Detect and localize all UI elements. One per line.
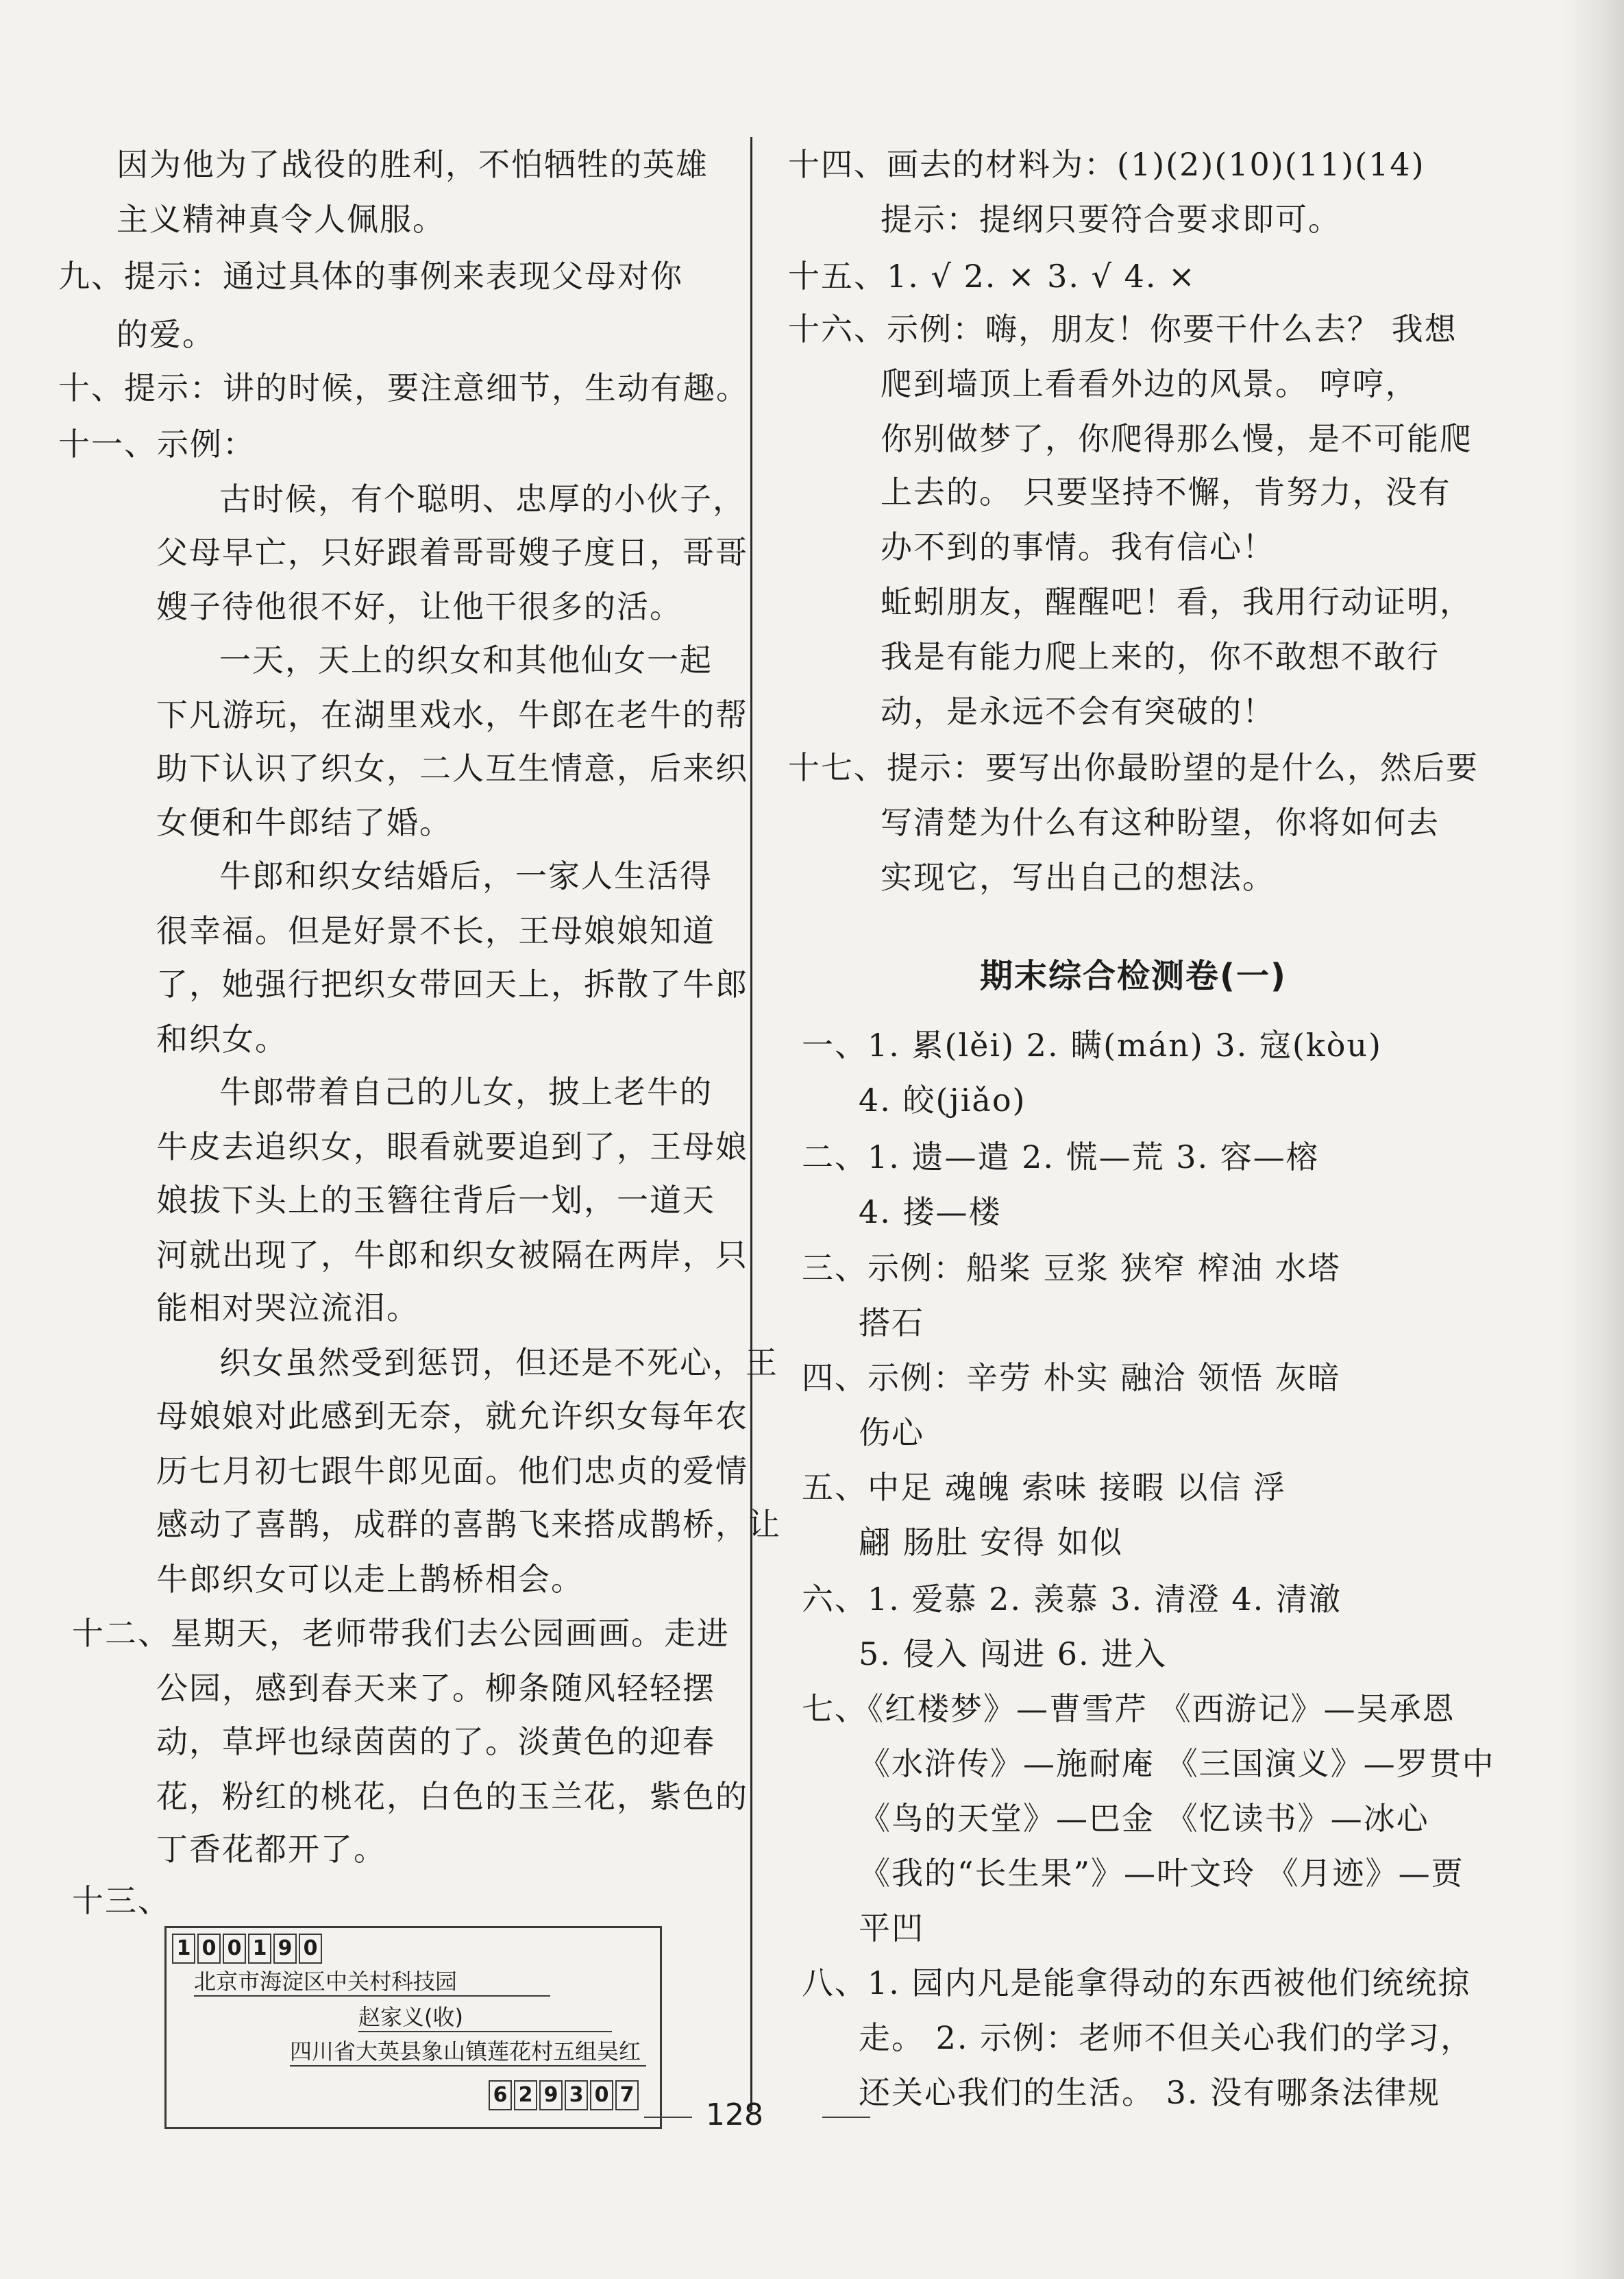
postcode-from <box>489 2080 641 2110</box>
text-line: 《我的“长生果”》—叶文玲 《月迹》—贾 <box>859 1855 1464 1892</box>
text-line: 河就出现了，牛郎和织女被隔在两岸，只 <box>156 1236 748 1273</box>
text-line: 母娘娘对此感到无奈，就允许织女每年农 <box>156 1398 748 1435</box>
text-line: 八、1. 园内凡是能拿得动的东西被他们统统掠 <box>802 1964 1471 2001</box>
text-line: 搭石 <box>859 1304 924 1341</box>
text-line: 平凹 <box>859 1910 924 1947</box>
postcode-digit: 9 <box>539 2080 563 2110</box>
recipient-name: 赵家义(收) <box>358 2003 612 2032</box>
text-line: 主义精神真令人佩服。 <box>116 201 445 238</box>
sender-address: 四川省大英县象山镇莲花村五组吴红 <box>290 2038 646 2067</box>
text-line: 5. 侵入 闯进 6. 进入 <box>859 1635 1168 1672</box>
text-line: 十四、画去的材料为：(1)(2)(10)(11)(14) <box>788 146 1425 183</box>
text-line: 十三、 <box>72 1882 171 1919</box>
postcode-digit: 6 <box>489 2080 512 2110</box>
text-line: 蚯蚓朋友，醒醒吧！看，我用行动证明， <box>881 583 1473 620</box>
text-line: 走。 2. 示例：老师不但关心我们的学习， <box>859 2019 1474 2056</box>
postcode-digit: 3 <box>565 2080 588 2110</box>
text-line: 因为他为了战役的胜利，不怕牺牲的英雄 <box>116 146 709 183</box>
text-line: 十、提示：讲的时候，要注意细节，生动有趣。 <box>58 369 749 406</box>
page-number-dash-left <box>644 2117 692 2118</box>
text-line: 嫂子待他很不好，让他干很多的活。 <box>156 588 682 625</box>
text-line: 三、示例：船桨 豆浆 狭窄 榨油 水塔 <box>802 1250 1341 1287</box>
page-number: 128 <box>706 2097 763 2132</box>
text-line: 爬到墙顶上看看外边的风景。 哼哼， <box>881 365 1418 402</box>
text-line: 十二、星期天，老师带我们去公园画画。走进 <box>72 1615 730 1652</box>
text-line: 公园，感到春天来了。柳条随风轻轻摆 <box>156 1670 715 1707</box>
text-line: 提示：提纲只要符合要求即可。 <box>881 201 1341 238</box>
postcode-to <box>172 1934 324 1964</box>
text-line: 一、1. 累(lěi) 2. 瞒(mán) 3. 寇(kòu) <box>802 1027 1382 1064</box>
text-line: 和织女。 <box>156 1021 288 1058</box>
text-line: 动，是永远不会有突破的！ <box>881 693 1275 730</box>
postcode-digit: 0 <box>223 1934 246 1964</box>
text-line: 织女虽然受到惩罚，但还是不死心，王 <box>219 1344 778 1381</box>
text-line: 《鸟的天堂》—巴金 《忆读书》—冰心 <box>859 1800 1429 1837</box>
text-line: 还关心我们的生活。 3. 没有哪条法律规 <box>859 2074 1441 2111</box>
text-line: 一天，天上的织女和其他仙女一起 <box>219 642 713 679</box>
postcode-digit: 7 <box>615 2080 639 2110</box>
text-line: 感动了喜鹊，成群的喜鹊飞来搭成鹊桥，让 <box>156 1506 781 1543</box>
text-line: 十六、示例：嗨，朋友！你要干什么去？ 我想 <box>788 310 1457 348</box>
left-column <box>0 0 781 2193</box>
text-line: 《水浒传》—施耐庵 《三国演义》—罗贯中 <box>859 1745 1495 1782</box>
text-line: 牛郎带着自己的儿女，披上老牛的 <box>219 1073 713 1110</box>
text-line: 牛皮去追织女，眼看就要追到了，王母娘 <box>156 1128 748 1165</box>
text-line: 的爱。 <box>116 316 215 353</box>
postcode-digit: 1 <box>172 1934 195 1964</box>
text-line: 了，她强行把织女带回天上，拆散了牛郎 <box>156 966 748 1003</box>
text-line: 牛郎和织女结婚后，一家人生活得 <box>219 857 713 894</box>
text-line: 4. 皎(jiǎo) <box>859 1082 1026 1119</box>
postcode-digit: 0 <box>299 1934 322 1964</box>
text-line: 历七月初七跟牛郎见面。他们忠贞的爱情 <box>156 1452 748 1489</box>
text-line: 4. 搂—楼 <box>859 1193 1002 1230</box>
text-line: 古时候，有个聪明、忠厚的小伙子， <box>219 480 746 517</box>
envelope-diagram <box>164 1926 662 2129</box>
text-line: 七、《红楼梦》—曹雪芹 《西游记》—吴承恩 <box>802 1690 1455 1727</box>
page-number-dash-right <box>822 2117 870 2118</box>
text-line: 十五、1. √ 2. × 3. √ 4. × <box>788 258 1196 295</box>
text-line: 五、中足 魂魄 索味 接暇 以信 浮 <box>802 1469 1287 1506</box>
text-line: 办不到的事情。我有信心！ <box>881 528 1275 565</box>
text-line: 写清楚为什么有这种盼望，你将如何去 <box>881 804 1440 841</box>
text-line: 九、提示：通过具体的事例来表现父母对你 <box>58 258 683 295</box>
text-line: 助下认识了织女，二人互生情意，后来织 <box>156 750 748 787</box>
text-line: 二、1. 遗—遣 2. 慌—荒 3. 容—榕 <box>802 1138 1319 1175</box>
text-line: 父母早亡，只好跟着哥哥嫂子度日，哥哥 <box>156 534 748 571</box>
text-line: 翩 肠肚 安得 如似 <box>859 1524 1123 1561</box>
text-line: 能相对哭泣流泪。 <box>156 1289 419 1326</box>
text-line: 娘拔下头上的玉簪往背后一划，一道天 <box>156 1182 715 1219</box>
text-line: 十一、示例： <box>58 426 256 463</box>
text-line: 牛郎织女可以走上鹊桥相会。 <box>156 1561 584 1598</box>
postcode-digit: 1 <box>248 1934 271 1964</box>
text-line: 很幸福。但是好景不长，王母娘娘知道 <box>156 912 715 949</box>
recipient-address: 北京市海淀区中关村科技园 <box>194 1968 550 1997</box>
section-title: 期末综合检测卷(一) <box>980 957 1287 995</box>
page-edge-shadow <box>1562 0 1624 2279</box>
text-line: 动，草坪也绿茵茵的了。淡黄色的迎春 <box>156 1723 715 1760</box>
text-line: 下凡游玩，在湖里戏水，牛郎在老牛的帮 <box>156 696 748 733</box>
text-line: 花，粉红的桃花，白色的玉兰花，紫色的 <box>156 1778 748 1815</box>
text-line: 实现它，写出自己的想法。 <box>881 859 1275 896</box>
text-line: 女便和牛郎结了婚。 <box>156 804 452 841</box>
postcode-digit: 2 <box>514 2080 537 2110</box>
postcode-digit: 0 <box>590 2080 613 2110</box>
text-line: 上去的。 只要坚持不懈，肯努力，没有 <box>881 474 1451 511</box>
right-column <box>757 0 1624 2193</box>
text-line: 伤心 <box>859 1414 924 1451</box>
postcode-digit: 9 <box>273 1934 297 1964</box>
postcode-digit: 0 <box>197 1934 221 1964</box>
text-line: 四、示例：辛劳 朴实 融洽 领悟 灰暗 <box>802 1359 1341 1396</box>
text-line: 十七、提示：要写出你最盼望的是什么，然后要 <box>788 749 1479 786</box>
text-line: 你别做梦了，你爬得那么慢，是不可能爬 <box>881 420 1473 457</box>
text-line: 我是有能力爬上来的，你不敢想不敢行 <box>881 638 1440 675</box>
text-line: 六、1. 爱慕 2. 羡慕 3. 清澄 4. 清澈 <box>802 1581 1342 1618</box>
text-line: 丁香花都开了。 <box>156 1831 386 1868</box>
